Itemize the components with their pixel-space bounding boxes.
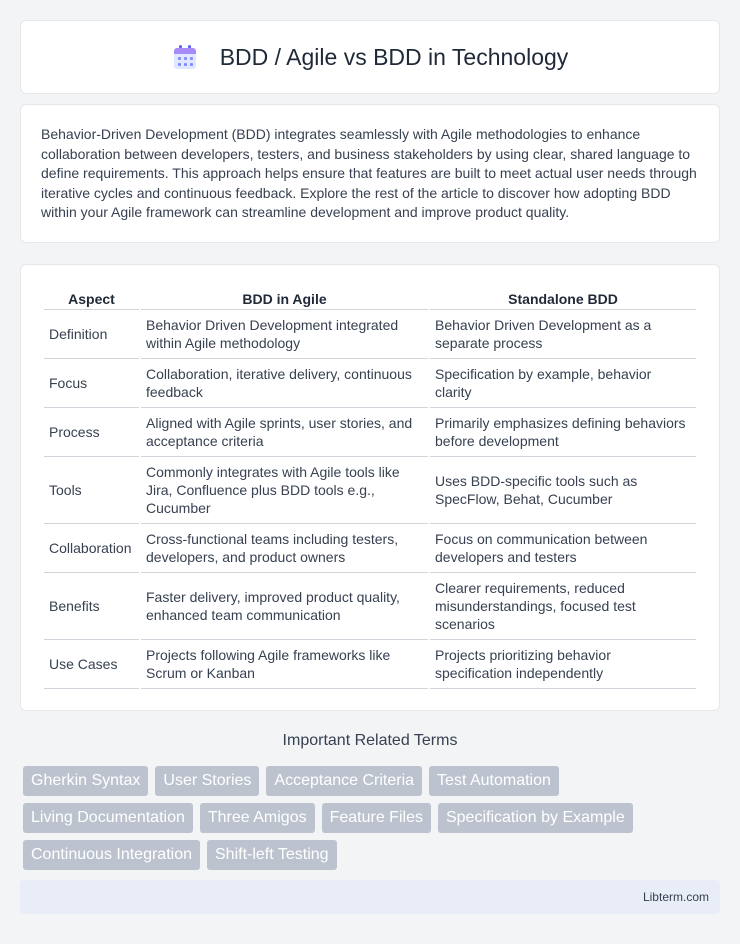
cell-agile: Aligned with Agile sprints, user stories, and acceptance criteria bbox=[141, 408, 428, 457]
cell-aspect: Collaboration bbox=[44, 524, 139, 573]
cell-agile: Behavior Driven Development integrated within Agile methodology bbox=[141, 310, 428, 359]
cell-aspect: Definition bbox=[44, 310, 139, 359]
cell-standalone: Primarily emphasizes defining behaviors before development bbox=[430, 408, 696, 457]
tag-specification-by-example[interactable]: Specification by Example bbox=[438, 803, 633, 833]
cell-agile: Commonly integrates with Agile tools like Jira, Confluence plus BDD tools e.g., Cucumber bbox=[141, 457, 428, 524]
footer bbox=[20, 880, 720, 914]
cell-standalone: Focus on communication between developers and testers bbox=[430, 524, 696, 573]
table-row bbox=[44, 408, 696, 457]
header-bdd-in-agile: BDD in Agile bbox=[141, 285, 428, 310]
tag-test-automation[interactable]: Test Automation bbox=[429, 766, 559, 796]
cell-standalone: Behavior Driven Development as a separate process bbox=[430, 310, 696, 359]
cell-agile: Faster delivery, improved product quality, enhanced team communication bbox=[141, 573, 428, 640]
table-row bbox=[44, 524, 696, 573]
tag-three-amigos[interactable]: Three Amigos bbox=[200, 803, 315, 833]
page-title: BDD / Agile vs BDD in Technology bbox=[219, 43, 569, 70]
cell-aspect: Process bbox=[44, 408, 139, 457]
table-row bbox=[44, 310, 696, 359]
table-row bbox=[44, 359, 696, 408]
comparison-table-card bbox=[20, 264, 720, 711]
tag-gherkin-syntax[interactable]: Gherkin Syntax bbox=[23, 766, 148, 796]
header-aspect: Aspect bbox=[44, 285, 139, 310]
cell-agile: Projects following Agile frameworks like Scrum or Kanban bbox=[141, 640, 428, 689]
tag-continuous-integration[interactable]: Continuous Integration bbox=[23, 840, 200, 870]
cell-aspect: Use Cases bbox=[44, 640, 139, 689]
tag-feature-files[interactable]: Feature Files bbox=[322, 803, 431, 833]
cell-standalone: Uses BDD-specific tools such as SpecFlow, Behat, Cucumber bbox=[430, 457, 696, 524]
cell-agile: Cross-functional teams including testers, developers, and product owners bbox=[141, 524, 428, 573]
table-row bbox=[44, 640, 696, 689]
intro-text: Behavior-Driven Development (BDD) integrates seamlessly with Agile methodologies to enhance collaboration between developers, testers, and business stakeholders by using clear, shared language to define requirements. This approach helps ensure that features are built to meet actual user needs through iterative cycles and continuous feedback. Explore the rest of the article to discover how adopting BDD within your Agile framework can streamline development and improve product quality. bbox=[41, 126, 697, 221]
header-card bbox=[20, 20, 720, 94]
cell-aspect: Focus bbox=[44, 359, 139, 408]
table-header-row bbox=[44, 285, 696, 310]
tag-user-stories[interactable]: User Stories bbox=[155, 766, 259, 796]
cell-standalone: Specification by example, behavior clarity bbox=[430, 359, 696, 408]
table-row bbox=[44, 457, 696, 524]
tag-acceptance-criteria[interactable]: Acceptance Criteria bbox=[266, 766, 422, 796]
related-terms-tags bbox=[20, 766, 660, 870]
tag-shift-left-testing[interactable]: Shift-left Testing bbox=[207, 840, 337, 870]
header-standalone-bdd: Standalone BDD bbox=[430, 285, 696, 310]
footer-site-link[interactable]: Libterm.com bbox=[642, 890, 709, 904]
cell-agile: Collaboration, iterative delivery, continuous feedback bbox=[141, 359, 428, 408]
related-terms-title: Important Related Terms bbox=[282, 732, 458, 749]
cell-aspect: Benefits bbox=[44, 573, 139, 640]
cell-aspect: Tools bbox=[44, 457, 139, 524]
intro-card bbox=[20, 104, 720, 243]
tag-living-documentation[interactable]: Living Documentation bbox=[23, 803, 193, 833]
table-row bbox=[44, 573, 696, 640]
comparison-table bbox=[42, 285, 698, 689]
calendar-icon bbox=[172, 44, 198, 70]
cell-standalone: Clearer requirements, reduced misunderstandings, focused test scenarios bbox=[430, 573, 696, 640]
cell-standalone: Projects prioritizing behavior specification independently bbox=[430, 640, 696, 689]
